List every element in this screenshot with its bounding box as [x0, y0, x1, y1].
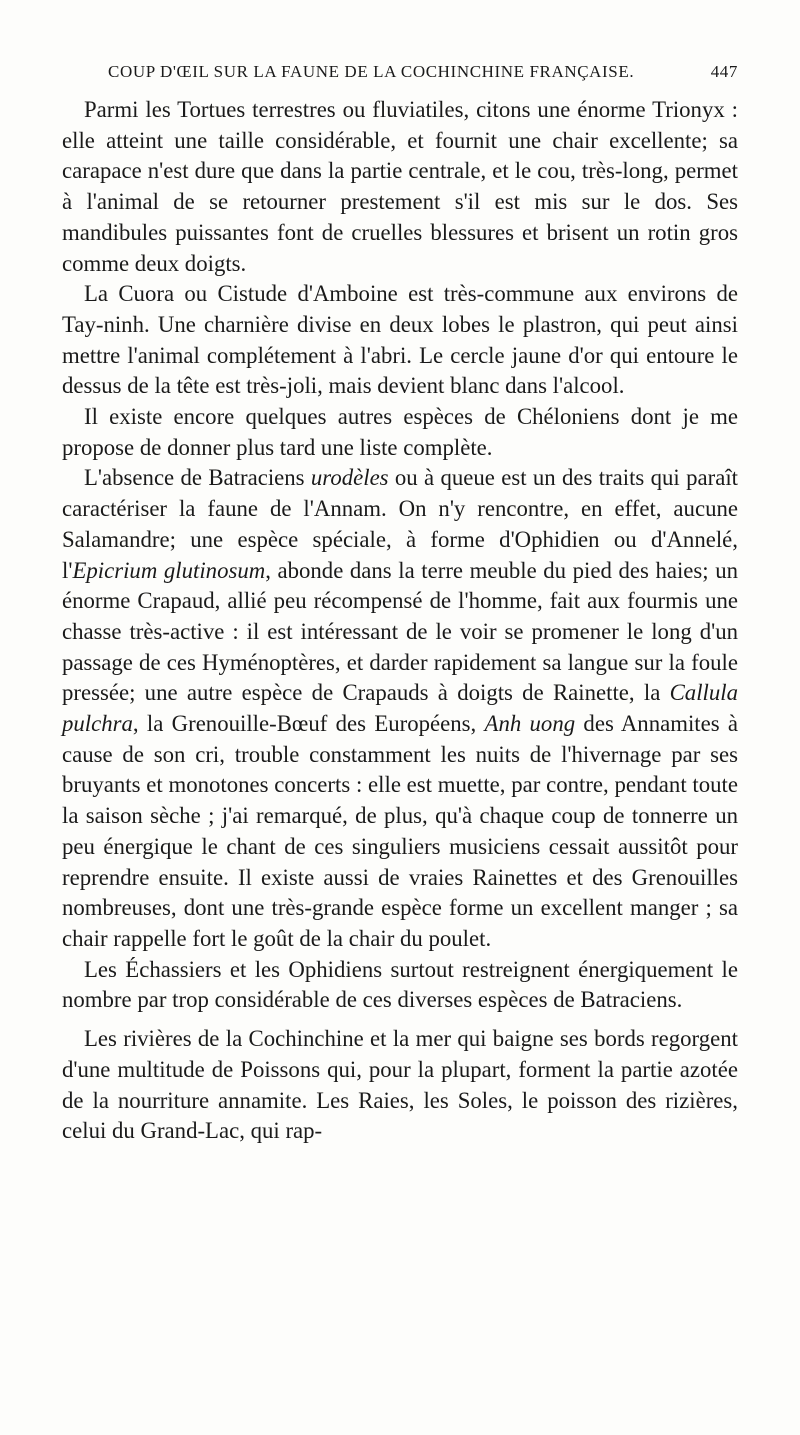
page-number: 447: [710, 62, 738, 81]
running-head: [62, 62, 738, 88]
text-run: ou à queue est un des traits qui paraît caractériser la faune de l'Annam. On n'y rencontre, en effet, aucune Salamandre; une espèce spéciale, à forme d'Ophidien ou d'Annelé, l': [62, 465, 738, 583]
paragraph-tortues: [62, 95, 738, 279]
paragraph-echassiers: [62, 955, 738, 1016]
italic-term: Callula pulchra: [62, 680, 738, 737]
italic-term: Epicrium glutinosum: [72, 557, 266, 583]
text-run: Les Échassiers et les Ophidiens surtout restreignent énergiquement le nombre par trop considérable de ces diverses espèces de Batraciens.: [62, 956, 738, 1013]
italic-term: Anh uong: [484, 711, 576, 737]
paragraph-cheloniens: [62, 402, 738, 463]
text-run: La Cuora ou Cistude d'Amboine est très-commune aux environs de Tay-ninh. Une charnière divise en deux lobes le plastron, qui peut ainsi mettre l'animal complétement à l'abri. Le cercle jaune d'or qui entoure le dessus de la tête est très-joli, mais devient blanc dans l'alcool.: [62, 281, 738, 399]
text-run: L'absence de Batraciens: [84, 465, 311, 491]
text-run: des Annamites à cause de son cri, trouble constamment les nuits de l'hivernage par ses bruyants et monotones concerts : elle est muette, par contre, pendant toute la saison sèche ; j'ai remarqué, de plus, qu'à chaque coup de tonnerre un peu énergique le chant de ces singuliers musiciens cessait aussitôt pour reprendre ensuite. Il existe aussi de vraies Rainettes et des Grenouilles nombreuses, dont une très-grande espèce forme un excellent manger ; sa chair rappelle fort le goût de la chair du poulet.: [62, 711, 738, 951]
body-text: [62, 95, 738, 1147]
paragraph-batraciens: [62, 463, 738, 954]
text-run: Il existe encore quelques autres espèces de Chéloniens dont je me propose de donner plus tard une liste complète.: [62, 404, 738, 460]
text-run: Parmi les Tortues terrestres ou fluviatiles, citons une énorme Trionyx : elle atteint une taille considérable, et fournit une chair excellente; sa carapace n'est dure que dans la partie centrale, et le cou, très-long, permet à l'animal de se retourner prestement s'il est mis sur le dos. Ses mandibules puissantes font de cruelles blessures et brisent un rotin gros comme deux doigts.: [62, 97, 738, 276]
text-run: , abonde dans la terre meuble du pied des haies; un énorme Crapaud, allié peu récompensé de l'homme, fait aux fourmis une chasse très-active : il est intéressant de le voir se promener le long d'un passage de ces Hyménoptères, et darder rapidement sa langue sur la foule pressée; une autre espèce de Crapauds à doigts de Rainette, la: [62, 557, 738, 706]
paragraph-cuora: [62, 279, 738, 402]
paragraph-poissons: [62, 1024, 738, 1147]
running-title: COUP D'ŒIL SUR LA FAUNE DE LA COCHINCHINE FRANÇAISE.: [108, 62, 635, 81]
text-run: , la Grenouille-Bœuf des Européens,: [132, 711, 485, 737]
italic-term: urodèles: [310, 465, 389, 491]
text-run: Les rivières de la Cochinchine et la mer qui baigne ses bords regorgent d'une multitude de Poissons qui, pour la plupart, forment la partie azotée de la nourriture annamite. Les Raies, les Soles, le poisson des rizières, celui du Grand-Lac, qui rap-: [62, 1026, 738, 1144]
